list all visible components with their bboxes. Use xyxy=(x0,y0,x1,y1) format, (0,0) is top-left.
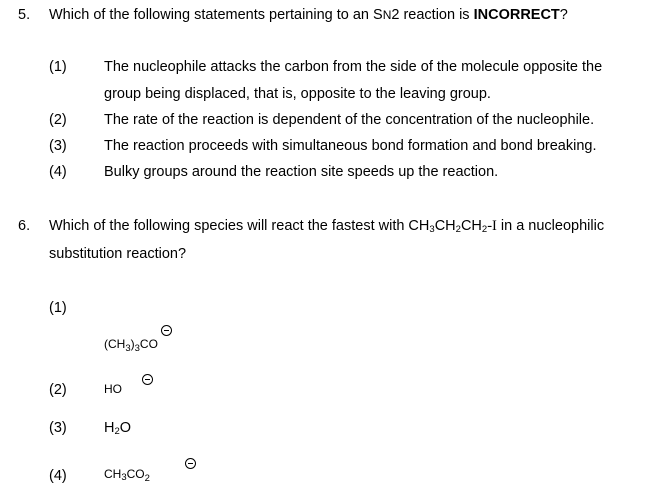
q6-option-3-species xyxy=(104,420,131,436)
q6-option-1-number: (1) xyxy=(49,300,67,316)
species-4-part-1: CH xyxy=(104,467,122,481)
q6-option-2-species xyxy=(104,382,122,396)
species-3-sub-1: 2 xyxy=(114,426,120,437)
q5-option-4-text: Bulky groups around the reaction site speeds up the reaction. xyxy=(104,164,499,180)
q5-option-1-number: (1) xyxy=(49,59,67,75)
q6-formula-sub-3: 3 xyxy=(429,224,435,235)
q5-option-3-text: The reaction proceeds with simultaneous bond formation and bond breaking. xyxy=(104,138,597,154)
negative-charge-icon xyxy=(161,325,172,336)
q6-option-1-species xyxy=(104,337,158,354)
q6-option-2-number: (2) xyxy=(49,382,67,398)
reaction-n: N xyxy=(382,8,392,22)
question-5-prompt xyxy=(49,7,568,23)
species-1-part-1: (CH xyxy=(104,337,126,351)
q6-prompt-prefix: Which of the following species will react the fastest with CH xyxy=(49,218,430,234)
q6-option-3-number: (3) xyxy=(49,420,67,436)
species-3-part-1: H xyxy=(104,420,115,436)
reaction-s: S xyxy=(373,7,383,23)
question-6-prompt-line2: substitution reaction? xyxy=(49,246,187,262)
reaction-2: 2 xyxy=(391,7,400,23)
q6-formula-iodide: -I xyxy=(487,218,497,234)
species-4-sub-2: 2 xyxy=(144,473,150,484)
species-1-part-2: ) xyxy=(130,337,135,351)
q6-option-4-species xyxy=(104,467,150,484)
q6-prompt-suffix: in a nucleophilic xyxy=(496,218,605,234)
species-1-sub-2: 3 xyxy=(134,343,140,354)
q5-option-2-number: (2) xyxy=(49,112,67,128)
q5-prompt-suffix: ? xyxy=(559,7,568,23)
q6-option-4-number: (4) xyxy=(49,468,67,484)
q5-prompt-mid: reaction is xyxy=(399,7,474,23)
species-1-sub-1: 3 xyxy=(125,343,131,354)
q6-formula-ch-a: CH xyxy=(434,218,456,234)
q6-formula-sub-2a: 2 xyxy=(455,224,461,235)
species-4-sub-1: 3 xyxy=(121,472,127,483)
q6-formula-ch-b: CH xyxy=(460,218,482,234)
question-6-number: 6. xyxy=(18,218,31,234)
species-1-part-3: CO xyxy=(139,337,158,351)
question-6-prompt-line1 xyxy=(49,218,604,235)
q5-option-3-number: (3) xyxy=(49,138,67,154)
negative-charge-icon xyxy=(142,374,153,385)
q5-option-1-text: The nucleophile attacks the carbon from the side of the molecule opposite the xyxy=(104,59,603,75)
species-3-part-2: O xyxy=(119,420,132,436)
question-5-number: 5. xyxy=(18,7,31,23)
q6-formula-sub-2b: 2 xyxy=(481,224,488,235)
q5-option-4-number: (4) xyxy=(49,164,67,180)
q5-emphasis: INCORRECT xyxy=(473,7,560,23)
q5-option-1-text-cont: group being displaced, that is, opposite to the leaving group. xyxy=(104,86,491,102)
q5-option-2-text: The rate of the reaction is dependent of the concentration of the nucleophile. xyxy=(104,112,595,128)
negative-charge-icon xyxy=(185,458,196,469)
q5-prompt-prefix: Which of the following statements pertaining to an xyxy=(49,7,374,23)
species-2-part-1: HO xyxy=(104,382,122,396)
species-4-part-2: CO xyxy=(126,467,145,481)
